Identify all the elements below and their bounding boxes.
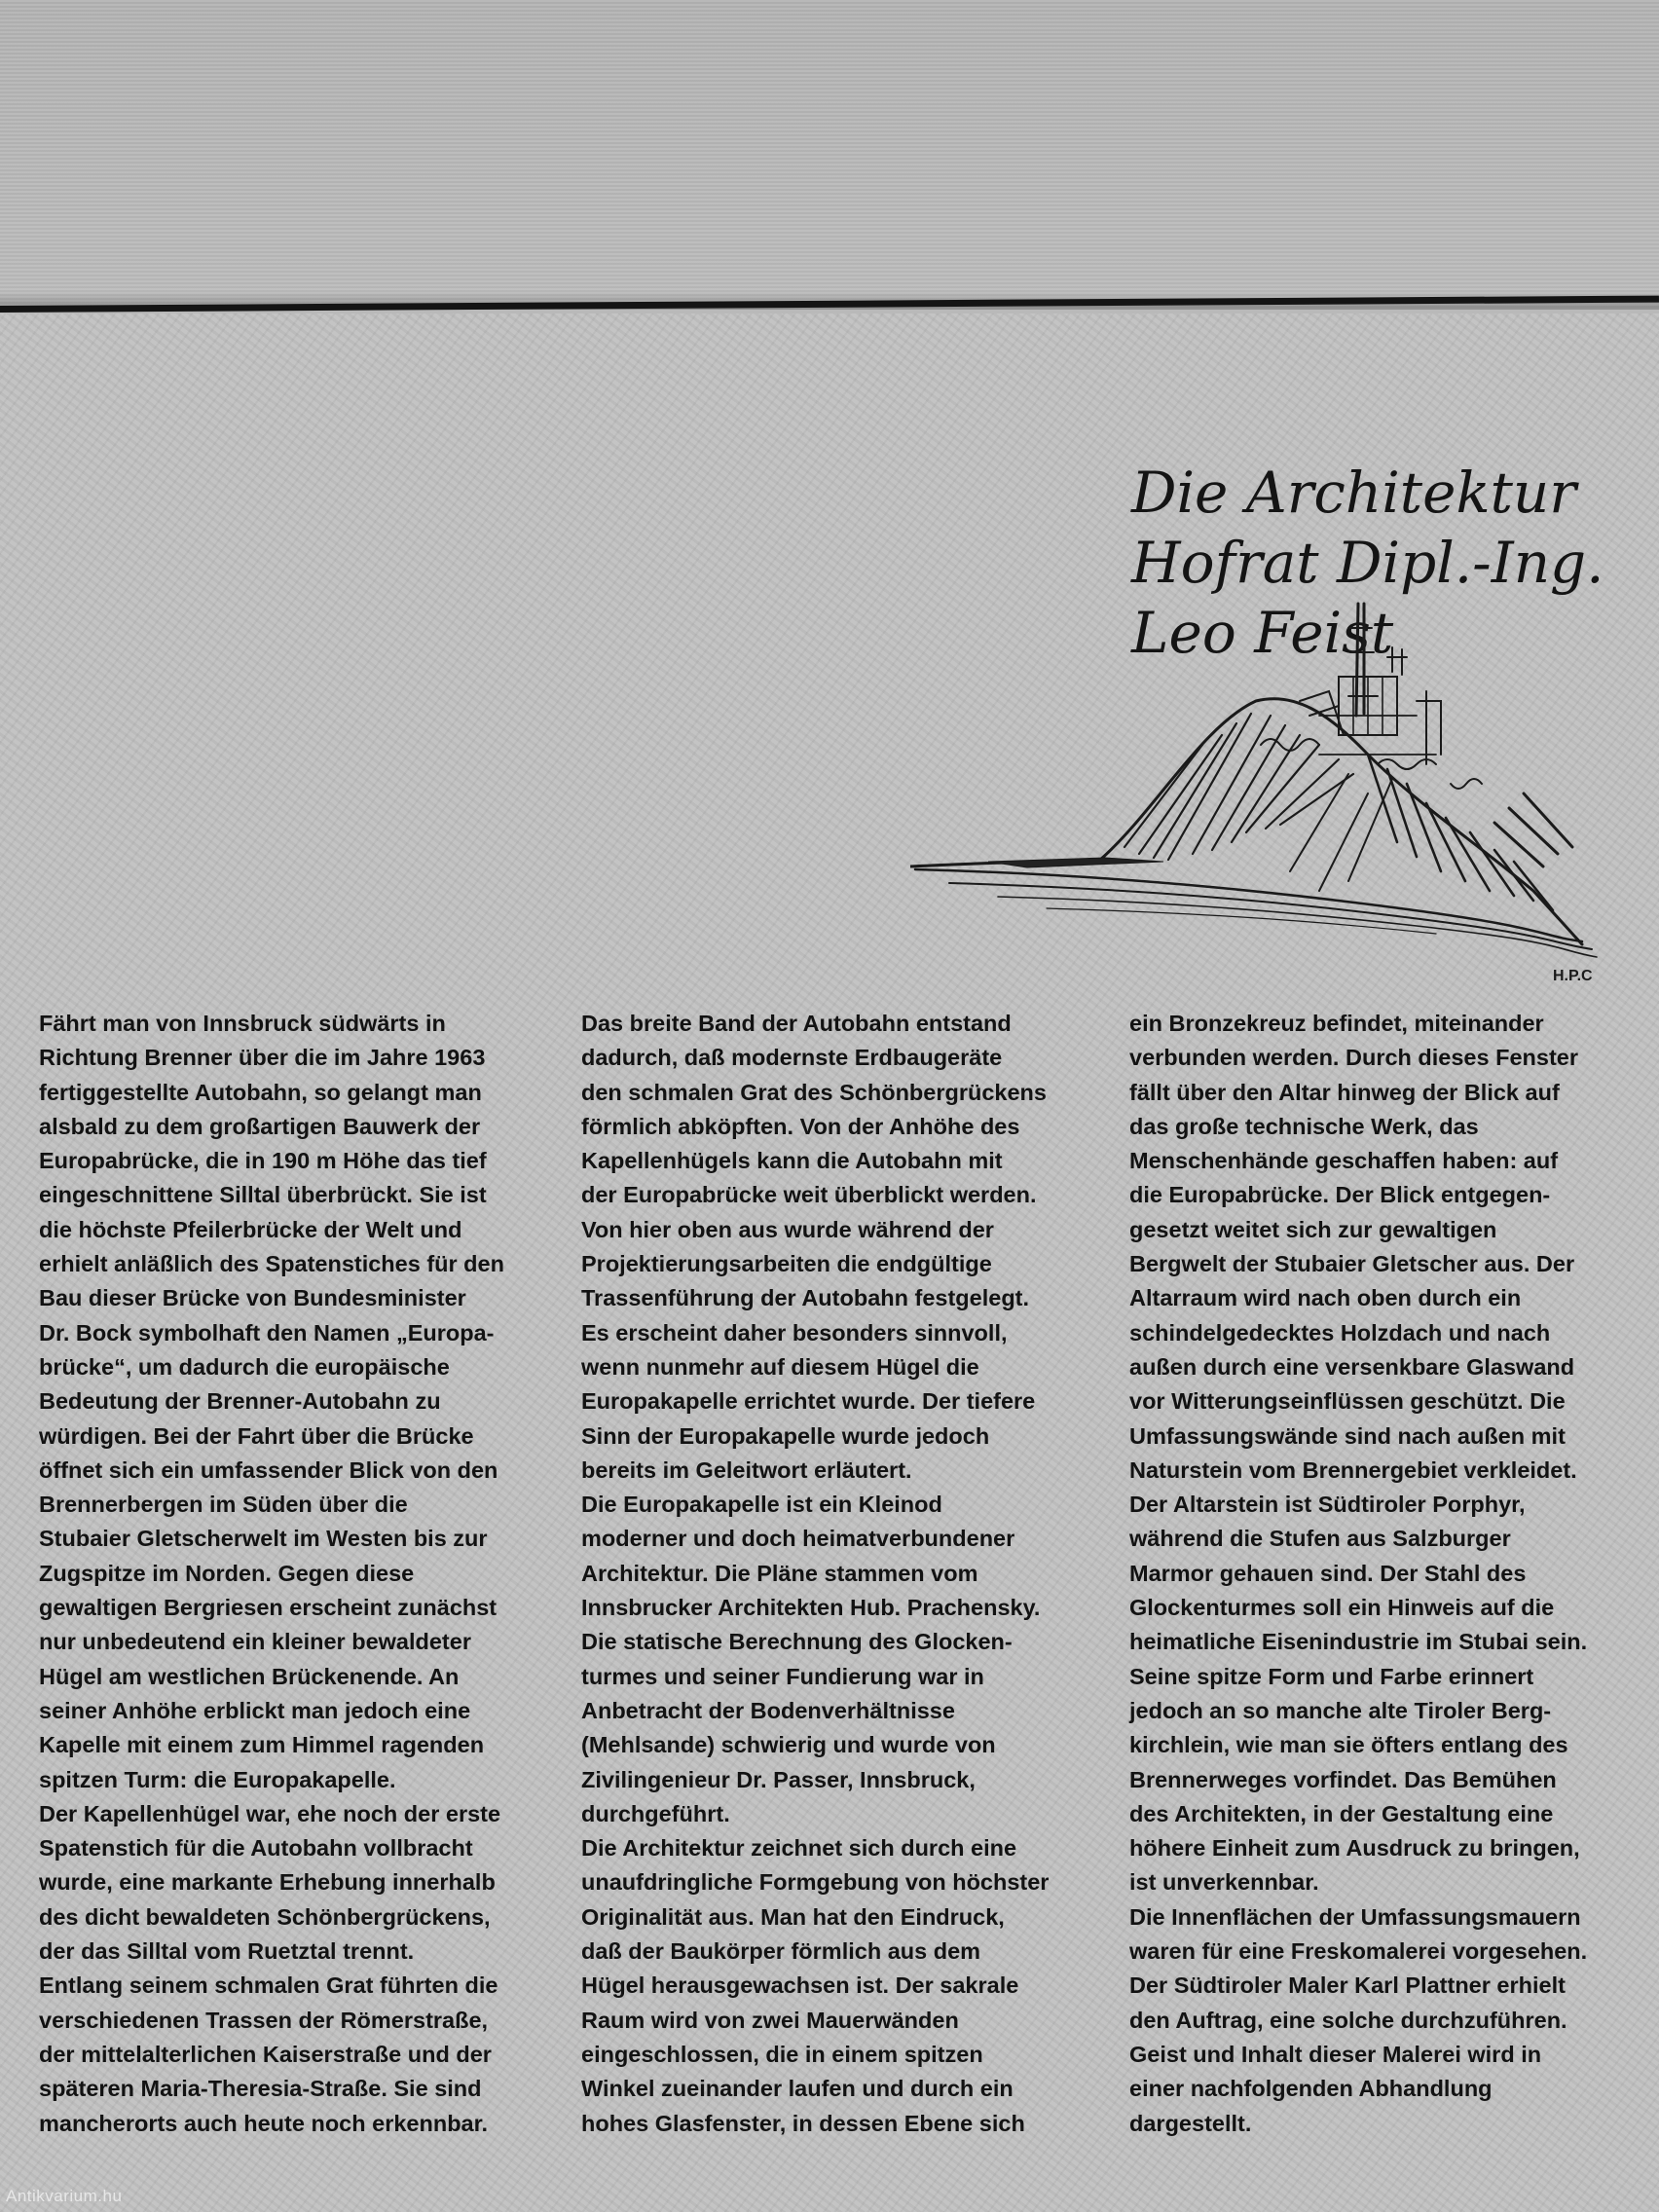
text-line: eingeschlossen, die in einem spitzen	[581, 2041, 983, 2067]
text-line: bereits im Geleitwort erläutert.	[581, 1456, 912, 1483]
text-line: Es erscheint daher besonders sinnvoll,	[581, 1319, 1008, 1346]
text-line: vor Witterungseinflüssen geschützt. Die	[1129, 1388, 1566, 1415]
text-line: ein Bronzekreuz befindet, miteinander	[1129, 1011, 1544, 1036]
text-line: spitzen Turm: die Europakapelle.	[39, 1766, 396, 1792]
text-line: außen durch eine versenkbare Glaswand	[1129, 1353, 1575, 1380]
text-line: Der Kapellenhügel war, ehe noch der erste	[39, 1800, 501, 1826]
text-line: dargestellt.	[1129, 2110, 1252, 2136]
text-line: Das breite Band der Autobahn entstand	[581, 1011, 1012, 1036]
text-line: heimatliche Eisenindustrie im Stubai sein.	[1129, 1629, 1588, 1655]
text-line: Europabrücke, die in 190 m Höhe das tief	[39, 1148, 487, 1174]
text-line: dadurch, daß modernste Erdbaugeräte	[581, 1045, 1003, 1071]
text-line: Der Südtiroler Maler Karl Plattner erhielt	[1129, 1972, 1566, 1999]
previous-page-strip	[0, 0, 1659, 310]
text-line: eingeschnittene Silltal überbrückt. Sie ist	[39, 1182, 487, 1208]
text-line: während die Stufen aus Salzburger	[1129, 1526, 1511, 1552]
text-line: öffnet sich ein umfassender Blick von den	[39, 1456, 498, 1483]
text-line: der das Silltal vom Ruetztal trennt.	[39, 1938, 415, 1965]
text-line: verschiedenen Trassen der Römerstraße,	[39, 2007, 489, 2033]
text-line: Hügel am westlichen Brückenende. An	[39, 1663, 460, 1689]
text-line: Bau dieser Brücke von Bundesminister	[39, 1285, 466, 1311]
text-line: Zivilingenieur Dr. Passer, Innsbruck,	[581, 1766, 976, 1792]
sketch-signature: H.P.C	[1553, 968, 1593, 983]
text-line: der Europabrücke weit überblickt werden.	[581, 1182, 1037, 1208]
text-line: Die Innenflächen der Umfassungsmauern	[1129, 1903, 1581, 1930]
text-line: förmlich abköpften. Von der Anhöhe des	[581, 1113, 1020, 1139]
text-line: wurde, eine markante Erhebung innerhalb	[39, 1869, 496, 1896]
text-line: Richtung Brenner über die im Jahre 1963	[39, 1045, 486, 1071]
text-line: Glockenturmes soll ein Hinweis auf die	[1129, 1595, 1555, 1621]
text-line: einer nachfolgenden Abhandlung	[1129, 2076, 1493, 2102]
text-line: des Architekten, in der Gestaltung eine	[1129, 1800, 1554, 1826]
text-line: turmes und seiner Fundierung war in	[581, 1663, 984, 1689]
text-line: Spatenstich für die Autobahn vollbracht	[39, 1835, 473, 1862]
text-line: gesetzt weitet sich zur gewaltigen	[1129, 1216, 1497, 1242]
text-line: hohes Glasfenster, in dessen Ebene sich	[581, 2110, 1025, 2136]
text-line: Brennerbergen im Süden über die	[39, 1492, 408, 1518]
text-line: der mittelalterlichen Kaiserstraße und der	[39, 2041, 492, 2067]
text-line: Zugspitze im Norden. Gegen diese	[39, 1560, 415, 1586]
text-line: schindelgedecktes Holzdach und nach	[1129, 1319, 1551, 1346]
text-line: Sinn der Europakapelle wurde jedoch	[581, 1422, 990, 1449]
text-line: Architektur. Die Pläne stammen vom	[581, 1560, 978, 1586]
heading-line: Hofrat Dipl.-Ing.	[1131, 530, 1604, 596]
text-line: Dr. Bock symbolhaft den Namen „Europa-	[39, 1319, 495, 1346]
text-line: Bedeutung der Brenner-Autobahn zu	[39, 1388, 441, 1415]
text-line: verbunden werden. Durch dieses Fenster	[1129, 1045, 1578, 1071]
text-line: Menschenhände geschaffen haben: auf	[1129, 1148, 1559, 1174]
text-line: Geist und Inhalt dieser Malerei wird in	[1129, 2041, 1542, 2067]
text-column-1	[39, 1007, 565, 2141]
text-line: nur unbedeutend ein kleiner bewaldeter	[39, 1629, 471, 1655]
text-line: brücke“, um dadurch die europäische	[39, 1353, 450, 1380]
text-line: Die statische Berechnung des Glocken-	[581, 1629, 1013, 1655]
text-line: Originalität aus. Man hat den Eindruck,	[581, 1903, 1005, 1930]
heading-line: Die Architektur	[1131, 460, 1576, 526]
text-line: jedoch an so manche alte Tiroler Berg-	[1129, 1697, 1552, 1723]
text-line: Der Altarstein ist Südtiroler Porphyr,	[1129, 1492, 1526, 1518]
text-line: Marmor gehauen sind. Der Stahl des	[1129, 1560, 1527, 1586]
text-line: den Auftrag, eine solche durchzuführen.	[1129, 2007, 1567, 2033]
text-line: Hügel herausgewachsen ist. Der sakrale	[581, 1972, 1019, 1999]
text-line: kirchlein, wie man sie öfters entlang des	[1129, 1732, 1568, 1758]
text-line: Bergwelt der Stubaier Gletscher aus. Der	[1129, 1251, 1575, 1277]
text-line: Anbetracht der Bodenverhältnisse	[581, 1697, 955, 1723]
text-line: wenn nunmehr auf diesem Hügel die	[581, 1353, 979, 1380]
text-column-3	[1129, 1007, 1655, 2141]
chapel-sketch-illustration	[910, 599, 1602, 983]
text-line: unaufdringliche Formgebung von höchster	[581, 1869, 1050, 1896]
text-line: Entlang seinem schmalen Grat führten die	[39, 1972, 498, 1999]
text-line: Fährt man von Innsbruck südwärts in	[39, 1011, 446, 1036]
text-line: daß der Baukörper förmlich aus dem	[581, 1938, 981, 1965]
text-line: das große technische Werk, das	[1129, 1113, 1479, 1139]
text-line: Umfassungswände sind nach außen mit	[1129, 1422, 1566, 1449]
text-line: Projektierungsarbeiten die endgültige	[581, 1251, 992, 1277]
text-column-2	[581, 1007, 1107, 2141]
text-line: späteren Maria-Theresia-Straße. Sie sind	[39, 2076, 482, 2102]
text-line: Europakapelle errichtet wurde. Der tiefere	[581, 1388, 1036, 1415]
heading-line: Leo Feist	[1131, 600, 1394, 666]
text-line: Winkel zueinander laufen und durch ein	[581, 2076, 1014, 2102]
text-line: Trassenführung der Autobahn festgelegt.	[581, 1285, 1030, 1311]
text-line: Die Architektur zeichnet sich durch eine	[581, 1835, 1017, 1862]
text-line: Raum wird von zwei Mauerwänden	[581, 2007, 959, 2033]
text-line: die höchste Pfeilerbrücke der Welt und	[39, 1216, 462, 1242]
text-line: moderner und doch heimatverbundener	[581, 1526, 1015, 1552]
text-line: Innsbrucker Architekten Hub. Prachensky.	[581, 1595, 1041, 1621]
text-line: Naturstein vom Brennergebiet verkleidet.	[1129, 1456, 1577, 1483]
text-line: die Europabrücke. Der Blick entgegen-	[1129, 1182, 1551, 1208]
text-line: Kapellenhügels kann die Autobahn mit	[581, 1148, 1003, 1174]
watermark-text: Antikvarium.hu	[6, 2187, 123, 2205]
text-line: Brennerweges vorfindet. Das Bemühen	[1129, 1766, 1557, 1792]
text-line: mancherorts auch heute noch erkennbar.	[39, 2110, 488, 2136]
text-line: alsbald zu dem großartigen Bauwerk der	[39, 1113, 481, 1139]
text-line: den schmalen Grat des Schönbergrückens	[581, 1079, 1047, 1105]
text-line: gewaltigen Bergriesen erscheint zunächst	[39, 1595, 498, 1621]
text-line: ist unverkennbar.	[1129, 1869, 1319, 1896]
text-line: waren für eine Freskomalerei vorgesehen.	[1129, 1938, 1588, 1965]
text-line: fertiggestellte Autobahn, so gelangt man	[39, 1079, 482, 1105]
text-line: Stubaier Gletscherwelt im Westen bis zur	[39, 1526, 488, 1552]
text-line: (Mehlsande) schwierig und wurde von	[581, 1732, 996, 1758]
text-line: durchgeführt.	[581, 1800, 730, 1826]
text-line: Kapelle mit einem zum Himmel ragenden	[39, 1732, 485, 1758]
text-line: fällt über den Altar hinweg der Blick auf	[1129, 1079, 1560, 1105]
text-line: Von hier oben aus wurde während der	[581, 1216, 994, 1242]
text-line: höhere Einheit zum Ausdruck zu bringen,	[1129, 1835, 1580, 1862]
text-line: des dicht bewaldeten Schönbergrückens,	[39, 1903, 491, 1930]
text-line: Die Europakapelle ist ein Kleinod	[581, 1492, 942, 1518]
text-line: erhielt anläßlich des Spatenstiches für den	[39, 1251, 504, 1277]
text-line: würdigen. Bei der Fahrt über die Brücke	[39, 1422, 474, 1449]
text-line: seiner Anhöhe erblickt man jedoch eine	[39, 1697, 471, 1723]
text-line: Altarraum wird nach oben durch ein	[1129, 1285, 1522, 1311]
text-line: Seine spitze Form und Farbe erinnert	[1129, 1663, 1534, 1689]
